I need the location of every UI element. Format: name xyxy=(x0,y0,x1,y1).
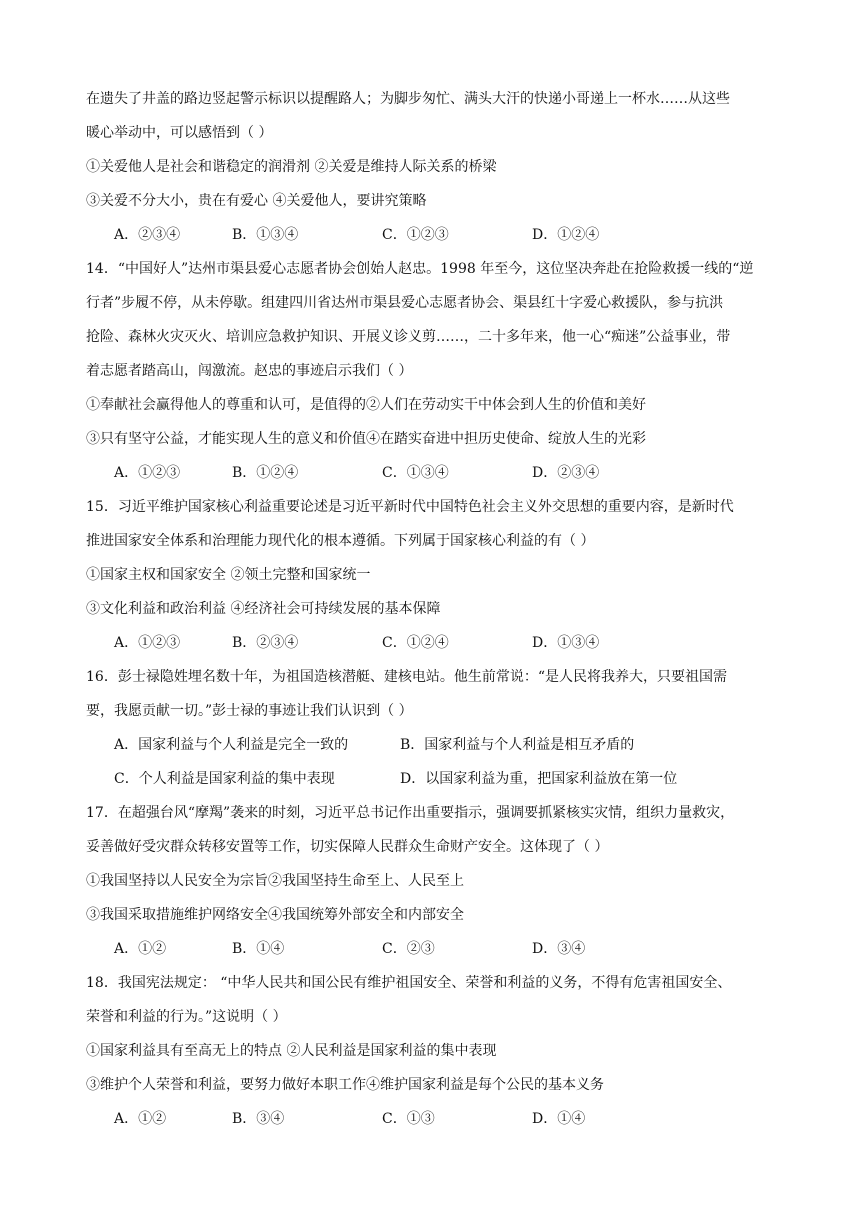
q14-stem-line-3: 抢险、森林火灾灭火、培训应急救护知识、开展义诊义剪……，二十多年来，他一心“痴迷”公益事业，带 xyxy=(86,329,731,345)
q15-stem-line-1: 15．习近平维护国家核心利益重要论述是习近平新时代中国特色社会主义外交思想的重要内容，是新时代 xyxy=(86,499,734,515)
q17-statement-1: ①我国坚持以人民安全为宗旨②我国坚持生命至上、人民至上 xyxy=(86,873,464,889)
q18-option-b: B．③④ xyxy=(232,1111,285,1127)
q14-option-c: C．①③④ xyxy=(382,465,449,481)
q14-option-a: A．①②③ xyxy=(114,465,181,481)
q13-option-c: C．①②③ xyxy=(382,227,449,243)
q17-stem-line-1: 17．在超强台风“摩羯”袭来的时刻，习近平总书记作出重要指示，强调要抓紧核实灾情，组织力量救灾， xyxy=(86,805,735,821)
q15-option-a: A．①②③ xyxy=(114,635,181,651)
q14-stem-line-4: 着志愿者踏高山，闯激流。赵忠的事迹启示我们（ ） xyxy=(86,363,413,379)
q13-option-a: A．②③④ xyxy=(114,227,181,243)
q16-stem-line-2: 要，我愿贡献一切。”彭士禄的事迹让我们认识到（ ） xyxy=(86,703,413,719)
q18-option-a: A．①② xyxy=(114,1111,167,1127)
q17-option-b: B．①④ xyxy=(232,941,285,957)
q14-statement-1: ①奉献社会赢得他人的尊重和认可，是值得的②人们在劳动实干中体会到人生的价值和美好 xyxy=(86,397,646,413)
q15-statement-2: ③文化利益和政治利益 ④经济社会可持续发展的基本保障 xyxy=(86,601,441,617)
q14-stem-line-2: 行者”步履不停，从未停歇。组建四川省达州市渠县爱心志愿者协会、渠县红十字爱心救援队，参与抗洪 xyxy=(86,295,724,311)
q18-stem-line-1: 18．我国宪法规定： “中华人民共和国公民有维护祖国安全、荣誉和利益的义务，不得有危害祖国安全、 xyxy=(86,975,732,991)
q15-option-b: B．②③④ xyxy=(232,635,299,651)
q15-statement-1: ①国家主权和国家安全 ②领土完整和国家统一 xyxy=(86,567,371,583)
q16-option-d: D．以国家利益为重，把国家利益放在第一位 xyxy=(400,771,678,787)
q16-option-b: B．国家利益与个人利益是相互矛盾的 xyxy=(400,737,635,753)
intro-line-2: 暖心举动中，可以感悟到（ ） xyxy=(86,125,273,141)
q18-option-d: D．①④ xyxy=(532,1111,586,1127)
q14-statement-2: ③只有坚守公益，才能实现人生的意义和价值④在踏实奋进中担历史使命、绽放人生的光彩 xyxy=(86,431,646,447)
q18-statement-1: ①国家利益具有至高无上的特点 ②人民利益是国家利益的集中表现 xyxy=(86,1043,497,1059)
q13-option-b: B．①③④ xyxy=(232,227,299,243)
q15-option-d: D．①③④ xyxy=(532,635,600,651)
q16-option-c: C．个人利益是国家利益的集中表现 xyxy=(114,771,335,787)
q18-stem-line-2: 荣誉和利益的行为。”这说明（ ） xyxy=(86,1009,287,1025)
q13-statement-2: ③关爱不分大小，贵在有爱心 ④关爱他人，要讲究策略 xyxy=(86,193,427,209)
q15-option-c: C．①②④ xyxy=(382,635,449,651)
q17-statement-2: ③我国采取措施维护网络安全④我国统筹外部安全和内部安全 xyxy=(86,907,464,923)
q14-option-b: B．①②④ xyxy=(232,465,299,481)
q16-stem-line-1: 16．彭士禄隐姓埋名数十年，为祖国造核潜艇、建核电站。他生前常说：“是人民将我养大，只要祖国需 xyxy=(86,669,727,685)
q17-option-c: C．②③ xyxy=(382,941,435,957)
q15-stem-line-2: 推进国家安全体系和治理能力现代化的根本遵循。下列属于国家核心利益的有（ ） xyxy=(86,533,595,549)
q16-option-a: A．国家利益与个人利益是完全一致的 xyxy=(114,737,349,753)
q13-statement-1: ①关爱他人是社会和谐稳定的润滑剂 ②关爱是维持人际关系的桥梁 xyxy=(86,159,497,175)
q18-option-c: C．①③ xyxy=(382,1111,435,1127)
q13-option-d: D．①②④ xyxy=(532,227,600,243)
q18-statement-2: ③维护个人荣誉和利益，要努力做好本职工作④维护国家利益是每个公民的基本义务 xyxy=(86,1077,604,1093)
q14-option-d: D．②③④ xyxy=(532,465,600,481)
q14-stem-line-1: 14．“中国好人”达州市渠县爱心志愿者协会创始人赵忠。1998 年至今，这位坚决奔赴在抢险救援一线的“逆 xyxy=(86,261,754,277)
intro-line-1: 在遗失了井盖的路边竖起警示标识以提醒路人；为脚步匆忙、满头大汗的快递小哥递上一杯水……从这些 xyxy=(86,91,730,107)
q17-option-d: D．③④ xyxy=(532,941,586,957)
q17-option-a: A．①② xyxy=(114,941,167,957)
q17-stem-line-2: 妥善做好受灾群众转移安置等工作，切实保障人民群众生命财产安全。这体现了（ ） xyxy=(86,839,609,855)
